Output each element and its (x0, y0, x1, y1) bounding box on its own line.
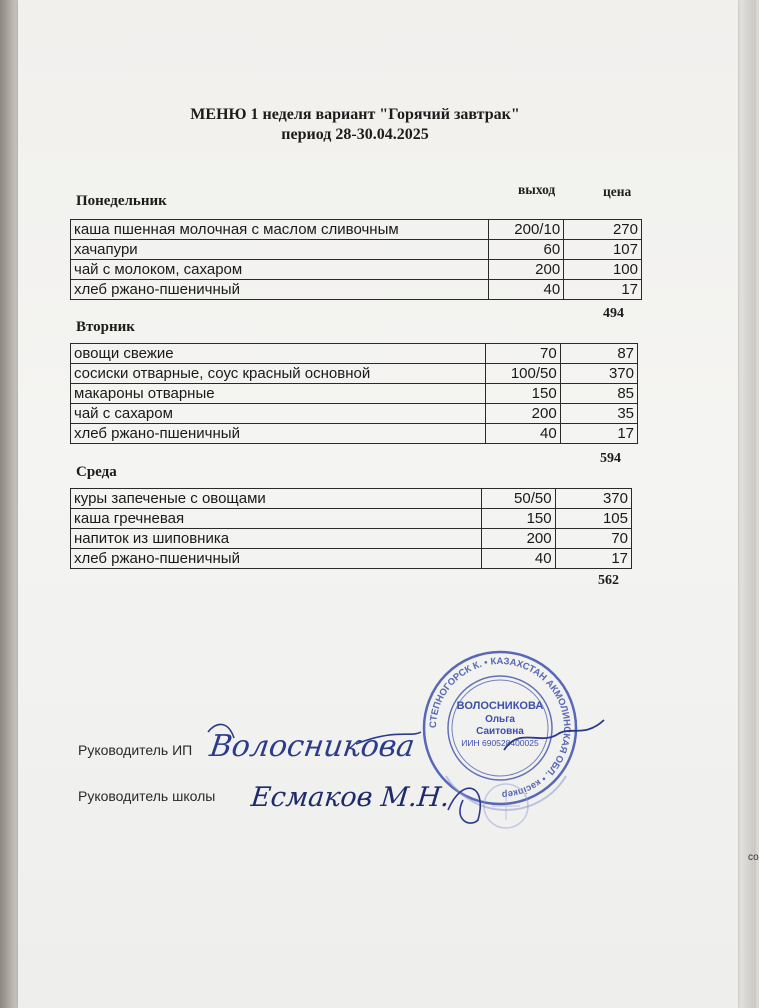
dish-name: овощи свежие (71, 344, 486, 364)
dish-yield: 40 (489, 280, 564, 300)
dish-yield: 100/50 (486, 364, 560, 384)
table-row (71, 344, 638, 364)
dish-price: 85 (560, 384, 637, 404)
dish-name: сосиски отварные, соус красный основной (71, 364, 486, 384)
column-header-price: цена (603, 184, 632, 199)
dish-name: каша пшенная молочная с маслом сливочным (71, 220, 489, 240)
dish-yield: 60 (489, 240, 564, 260)
dish-name: напиток из шиповника (71, 529, 482, 549)
dish-price: 105 (555, 509, 631, 529)
table-row (71, 364, 638, 384)
table-row (71, 404, 638, 424)
stamp-name: ВОЛОСНИКОВА (456, 700, 544, 712)
dish-name: хлеб ржано-пшеничный (71, 280, 489, 300)
table-row (71, 489, 632, 509)
dish-price: 17 (564, 280, 642, 300)
signature-school (248, 770, 508, 830)
dish-price: 35 (560, 404, 637, 424)
dish-name: хлеб ржано-пшеничный (71, 424, 486, 444)
dish-name: каша гречневая (71, 509, 482, 529)
dish-yield: 200 (489, 260, 564, 280)
dish-yield: 200/10 (489, 220, 564, 240)
dish-name: чай с молоком, сахаром (71, 260, 489, 280)
label-head-ip: Руководитель ИП (78, 742, 193, 758)
table-row (71, 549, 632, 569)
menu-period: период 28-30.04.2025 (281, 126, 429, 143)
menu-table-monday (70, 219, 642, 300)
dish-name: хлеб ржано-пшеничный (71, 549, 482, 569)
table-row (71, 424, 638, 444)
dish-price: 100 (564, 260, 642, 280)
stamp-iin: ИИН 690528400025 (461, 738, 539, 748)
dish-name: куры запеченые с овощами (71, 489, 482, 509)
menu-table-tuesday (70, 343, 638, 444)
dish-yield: 70 (486, 344, 560, 364)
dish-yield: 200 (486, 404, 560, 424)
day-monday: Понедельник (76, 193, 167, 209)
day-tuesday: Вторник (76, 319, 135, 335)
dish-price: 17 (555, 549, 631, 569)
dish-price: 70 (555, 529, 631, 549)
dish-name: хачапури (71, 240, 489, 260)
dish-yield: 50/50 (482, 489, 556, 509)
dish-name: чай с сахаром (71, 404, 486, 424)
dish-yield: 40 (486, 424, 560, 444)
dish-yield: 40 (482, 549, 556, 569)
table-row (71, 384, 638, 404)
day-wednesday: Среда (76, 464, 117, 480)
total-monday: 494 (603, 306, 624, 321)
signature-flourish (500, 716, 610, 756)
column-header-yield: выход (518, 182, 556, 197)
table-row (71, 240, 642, 260)
menu-title: МЕНЮ 1 неделя вариант "Горячий завтрак" (190, 106, 520, 123)
dish-price: 17 (560, 424, 637, 444)
total-tuesday: 594 (600, 451, 621, 466)
table-row (71, 260, 642, 280)
signature-ip (206, 718, 426, 770)
svg-text:Есмаков М.Н.: Есмаков М.Н. (249, 782, 451, 813)
table-row (71, 280, 642, 300)
dish-yield: 150 (486, 384, 560, 404)
dish-price: 87 (560, 344, 637, 364)
cropped-side-text: со (748, 852, 759, 863)
photo-left-edge (0, 0, 18, 1008)
stamp-patronymic: Саитовна (476, 726, 524, 737)
svg-text:Волосникова: Волосникова (207, 729, 417, 764)
menu-table-wednesday (70, 488, 632, 569)
dish-price: 270 (564, 220, 642, 240)
total-wednesday: 562 (598, 573, 619, 588)
dish-name: макароны отварные (71, 384, 486, 404)
dish-yield: 200 (482, 529, 556, 549)
table-row (71, 529, 632, 549)
stamp-first-name: Ольга (485, 714, 515, 725)
table-row (71, 220, 642, 240)
label-head-school: Руководитель школы (78, 788, 216, 804)
dish-price: 370 (560, 364, 637, 384)
dish-price: 370 (555, 489, 631, 509)
table-row (71, 509, 632, 529)
stamp-ring-text: СТЕПНОГОРСК К. • КАЗАХСТАН АКМОЛИНСКАЯ ОБЛ. • кәсіпкер (427, 655, 573, 801)
dish-yield: 150 (482, 509, 556, 529)
dish-price: 107 (564, 240, 642, 260)
